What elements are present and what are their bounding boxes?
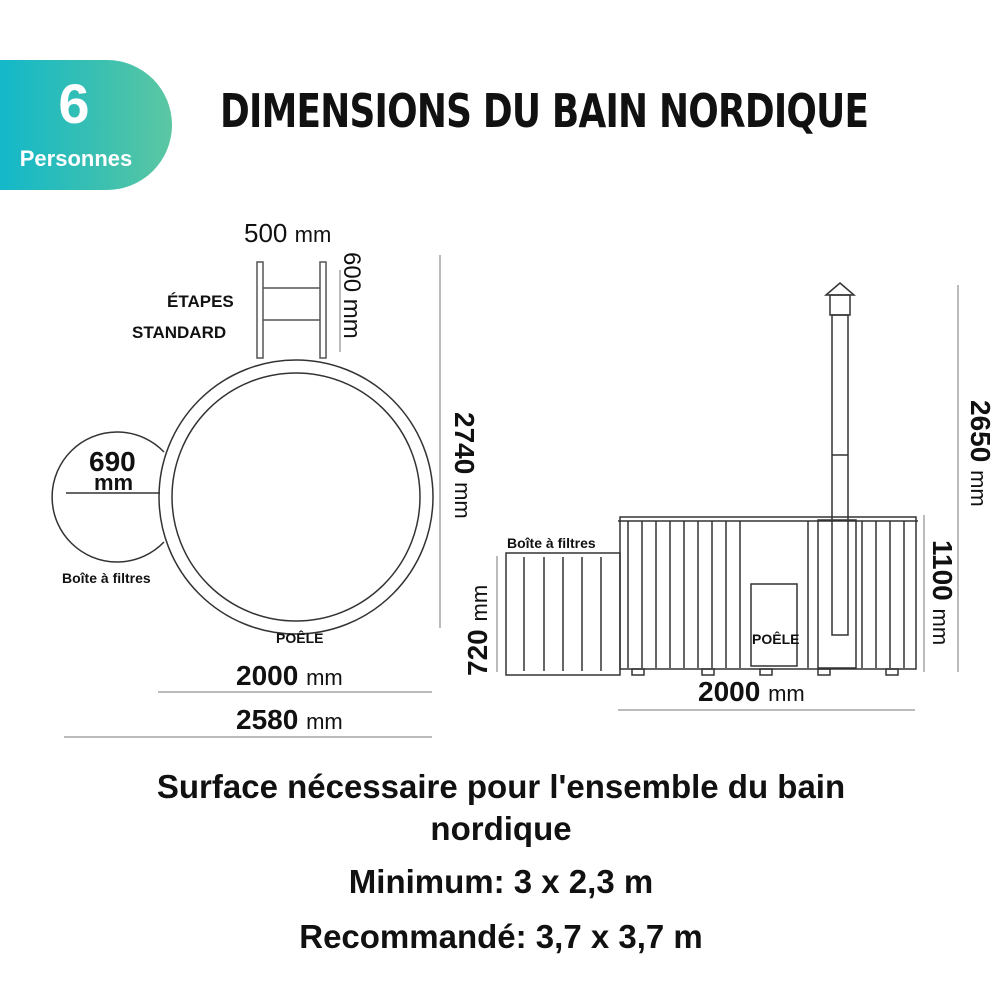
surface-line-2: nordique: [430, 810, 572, 847]
total-height-value: 2650: [965, 400, 996, 463]
side-width-unit: mm: [768, 681, 805, 706]
chimney: [818, 283, 856, 668]
tub-height-dimension: [926, 540, 958, 645]
side-width-dimension: [698, 676, 805, 708]
filter-diameter-unit: mm: [94, 470, 134, 495]
step-width-unit: mm: [294, 222, 332, 247]
steps-outline: [257, 262, 326, 358]
steps-label-1: ÉTAPES: [167, 292, 234, 311]
stove-label-side: POÊLE: [752, 631, 800, 647]
persons-count: 6: [58, 72, 90, 135]
filter-height-value: 720: [462, 629, 493, 676]
steps-label-2: STANDARD: [132, 323, 227, 342]
side-view-dimension-lines: [497, 285, 958, 710]
surface-minimum: Minimum: 3 x 2,3 m: [348, 863, 654, 900]
step-depth-dimension: [337, 252, 365, 339]
top-height-dimension: [448, 412, 480, 519]
page-title: DIMENSIONS DU BAIN NORDIQUE: [220, 84, 869, 138]
step-depth-value: 600: [338, 252, 365, 293]
step-depth-unit: mm: [338, 298, 365, 339]
tub-width-value: 2000: [236, 660, 299, 691]
step-width-dimension: [244, 218, 331, 249]
total-width-dimension: [236, 704, 343, 736]
top-height-unit: mm: [450, 482, 475, 519]
filter-diameter-value: 690: [89, 446, 136, 477]
tub-side-view: [618, 517, 918, 675]
filter-label-top: Boîte à filtres: [62, 570, 151, 586]
stove-label-top: POÊLE: [276, 630, 324, 646]
persons-label: Personnes: [19, 146, 133, 171]
total-width-unit: mm: [306, 709, 343, 734]
step-width-value: 500: [244, 218, 288, 248]
filter-box-side-view: [506, 553, 620, 675]
top-height-value: 2740: [449, 412, 480, 475]
tub-width-dimension: [236, 660, 343, 692]
side-width-value: 2000: [698, 676, 761, 707]
filter-height-dimension: [462, 585, 494, 676]
tub-height-unit: mm: [928, 608, 953, 646]
filter-height-unit: mm: [467, 584, 492, 622]
filter-label-side: Boîte à filtres: [507, 535, 596, 551]
surface-line-1: Surface nécessaire pour l'ensemble du bain: [156, 768, 846, 805]
surface-recommended: Recommandé: 3,7 x 3,7 m: [299, 918, 703, 955]
total-width-value: 2580: [236, 704, 299, 735]
tub-height-value: 1100: [927, 540, 958, 601]
total-height-dimension: [964, 400, 996, 507]
total-height-unit: mm: [966, 470, 991, 507]
tub-top-view: [159, 360, 433, 634]
tub-width-unit: mm: [306, 665, 343, 690]
